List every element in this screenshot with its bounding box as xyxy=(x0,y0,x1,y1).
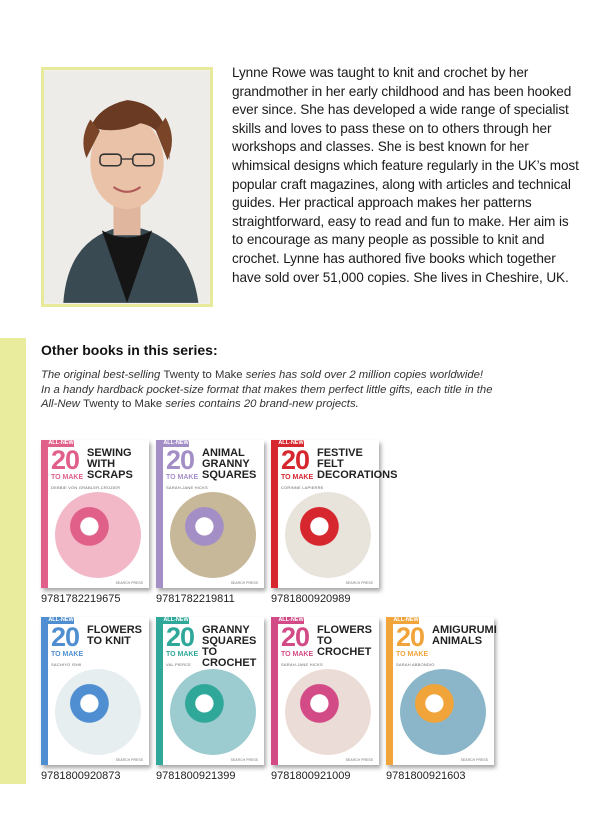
book-author: VAL PIERCE xyxy=(166,662,192,667)
intro-line-3: All-New Twenty to Make series contains 20 brand-new projects. xyxy=(41,398,359,411)
book-spine xyxy=(271,617,278,765)
book-author: SACHIYO ISHII xyxy=(51,662,82,667)
book-cover[interactable] xyxy=(156,440,264,588)
series-intro xyxy=(41,368,571,412)
cover-photo xyxy=(170,669,256,755)
cover-tab: ALL-NEW xyxy=(163,617,189,623)
book-isbn: 9781800921009 xyxy=(271,770,351,782)
book-isbn: 9781800920873 xyxy=(41,770,121,782)
book-author: CORINNE LAPIERRE xyxy=(281,485,324,490)
author-portrait-image xyxy=(44,70,210,304)
intro-line-1: The original best-selling Twenty to Make series has sold over 2 million copies worldwide! xyxy=(41,369,484,381)
cover-number: 20 xyxy=(396,622,425,652)
cover-number: 20 xyxy=(281,445,310,475)
author-portrait xyxy=(41,67,213,307)
intro-line-2: In a handy hardback pocket-size format that makes them perfect little gifts, each title in the xyxy=(41,383,493,396)
cover-number: 20 xyxy=(51,445,80,475)
book-isbn: 9781782219811 xyxy=(156,593,235,605)
book-item[interactable] xyxy=(156,440,264,605)
book-author: DEBBIE VON GRABLER-CROZIER xyxy=(51,485,121,490)
book-spine xyxy=(156,440,163,588)
book-item[interactable] xyxy=(41,617,149,782)
book-title: SEWING WITH SCRAPS xyxy=(87,447,133,481)
cover-publisher: SEARCH PRESS xyxy=(230,581,258,585)
cover-number: 20 xyxy=(166,622,195,652)
book-item[interactable] xyxy=(156,617,264,782)
book-isbn: 9781800921399 xyxy=(156,770,236,782)
book-cover[interactable] xyxy=(271,440,398,588)
book-author: SARAH ABBONDIO xyxy=(396,662,435,667)
book-cover[interactable] xyxy=(41,617,149,765)
cover-number: 20 xyxy=(281,622,310,652)
cover-photo xyxy=(400,669,486,755)
cover-tab: ALL-NEW xyxy=(393,617,419,623)
book-cover[interactable] xyxy=(386,617,497,765)
cover-tab: ALL-NEW xyxy=(48,440,74,446)
book-title: ANIMAL GRANNY SQUARES xyxy=(202,447,257,481)
cover-tab: ALL-NEW xyxy=(48,617,74,623)
cover-to-make: TO MAKE xyxy=(166,651,199,658)
cover-to-make: TO MAKE xyxy=(281,474,314,481)
cover-photo xyxy=(285,669,371,755)
book-author: SARAH-JANE HICKS xyxy=(281,662,323,667)
book-cover[interactable] xyxy=(271,617,379,765)
cover-to-make: TO MAKE xyxy=(166,474,199,481)
author-bio: Lynne Rowe was taught to knit and crochet by her grandmother in her early childhood and has been hooked ever since. She has developed a wide range of specialist skills and loves to pass these on to others through her workshops and classes. She is best known for her whimsical designs which feature regularly in the UK’s most popular craft magazines, along with articles and technical guides. Her practical approach makes her patterns straightforward, easy to read and fun to make. Her aim is to encourage as many people as possible to knit and crochet. Lynne has authored five books which together have sold over 51,000 copies. She lives in Cheshire, UK. xyxy=(232,65,579,285)
cover-photo xyxy=(285,492,371,578)
book-cover[interactable] xyxy=(41,440,149,588)
cover-publisher: SEARCH PRESS xyxy=(345,758,373,762)
book-title: GRANNY SQUARES TO CROCHET xyxy=(202,624,257,669)
book-author: SARAH-JANE HICKS xyxy=(166,485,208,490)
book-isbn: 9781782219675 xyxy=(41,593,121,605)
cover-tab: ALL-NEW xyxy=(278,440,304,446)
book-spine xyxy=(41,440,48,588)
cover-tab: ALL-NEW xyxy=(278,617,304,623)
cover-publisher: SEARCH PRESS xyxy=(230,758,258,762)
cover-to-make: TO MAKE xyxy=(51,651,84,658)
book-spine xyxy=(156,617,163,765)
book-title: FLOWERS TO KNIT xyxy=(87,624,142,647)
book-spine xyxy=(271,440,278,588)
book-item[interactable] xyxy=(271,617,379,782)
side-accent-bar xyxy=(0,338,26,784)
cover-publisher: SEARCH PRESS xyxy=(345,581,373,585)
book-item[interactable] xyxy=(271,440,398,605)
cover-publisher: SEARCH PRESS xyxy=(460,758,488,762)
book-isbn: 9781800920989 xyxy=(271,593,351,605)
section-title: Other books in this series: xyxy=(41,342,218,358)
cover-photo xyxy=(55,669,141,755)
cover-number: 20 xyxy=(51,622,80,652)
book-spine xyxy=(41,617,48,765)
book-item[interactable] xyxy=(386,617,497,782)
book-isbn: 9781800921603 xyxy=(386,770,466,782)
cover-photo xyxy=(170,492,256,578)
cover-tab: ALL-NEW xyxy=(163,440,189,446)
book-item[interactable] xyxy=(41,440,149,605)
cover-photo xyxy=(55,492,141,578)
cover-to-make: TO MAKE xyxy=(396,651,429,658)
book-title: FLOWERS TO CROCHET xyxy=(317,624,372,658)
cover-to-make: TO MAKE xyxy=(281,651,314,658)
book-title: FESTIVE FELT DECORATIONS xyxy=(317,447,398,481)
cover-publisher: SEARCH PRESS xyxy=(115,758,143,762)
cover-to-make: TO MAKE xyxy=(51,474,84,481)
book-title: AMIGURUMI ANIMALS xyxy=(432,624,497,647)
cover-publisher: SEARCH PRESS xyxy=(115,581,143,585)
book-cover[interactable] xyxy=(156,617,264,765)
cover-number: 20 xyxy=(166,445,195,475)
book-spine xyxy=(386,617,393,765)
